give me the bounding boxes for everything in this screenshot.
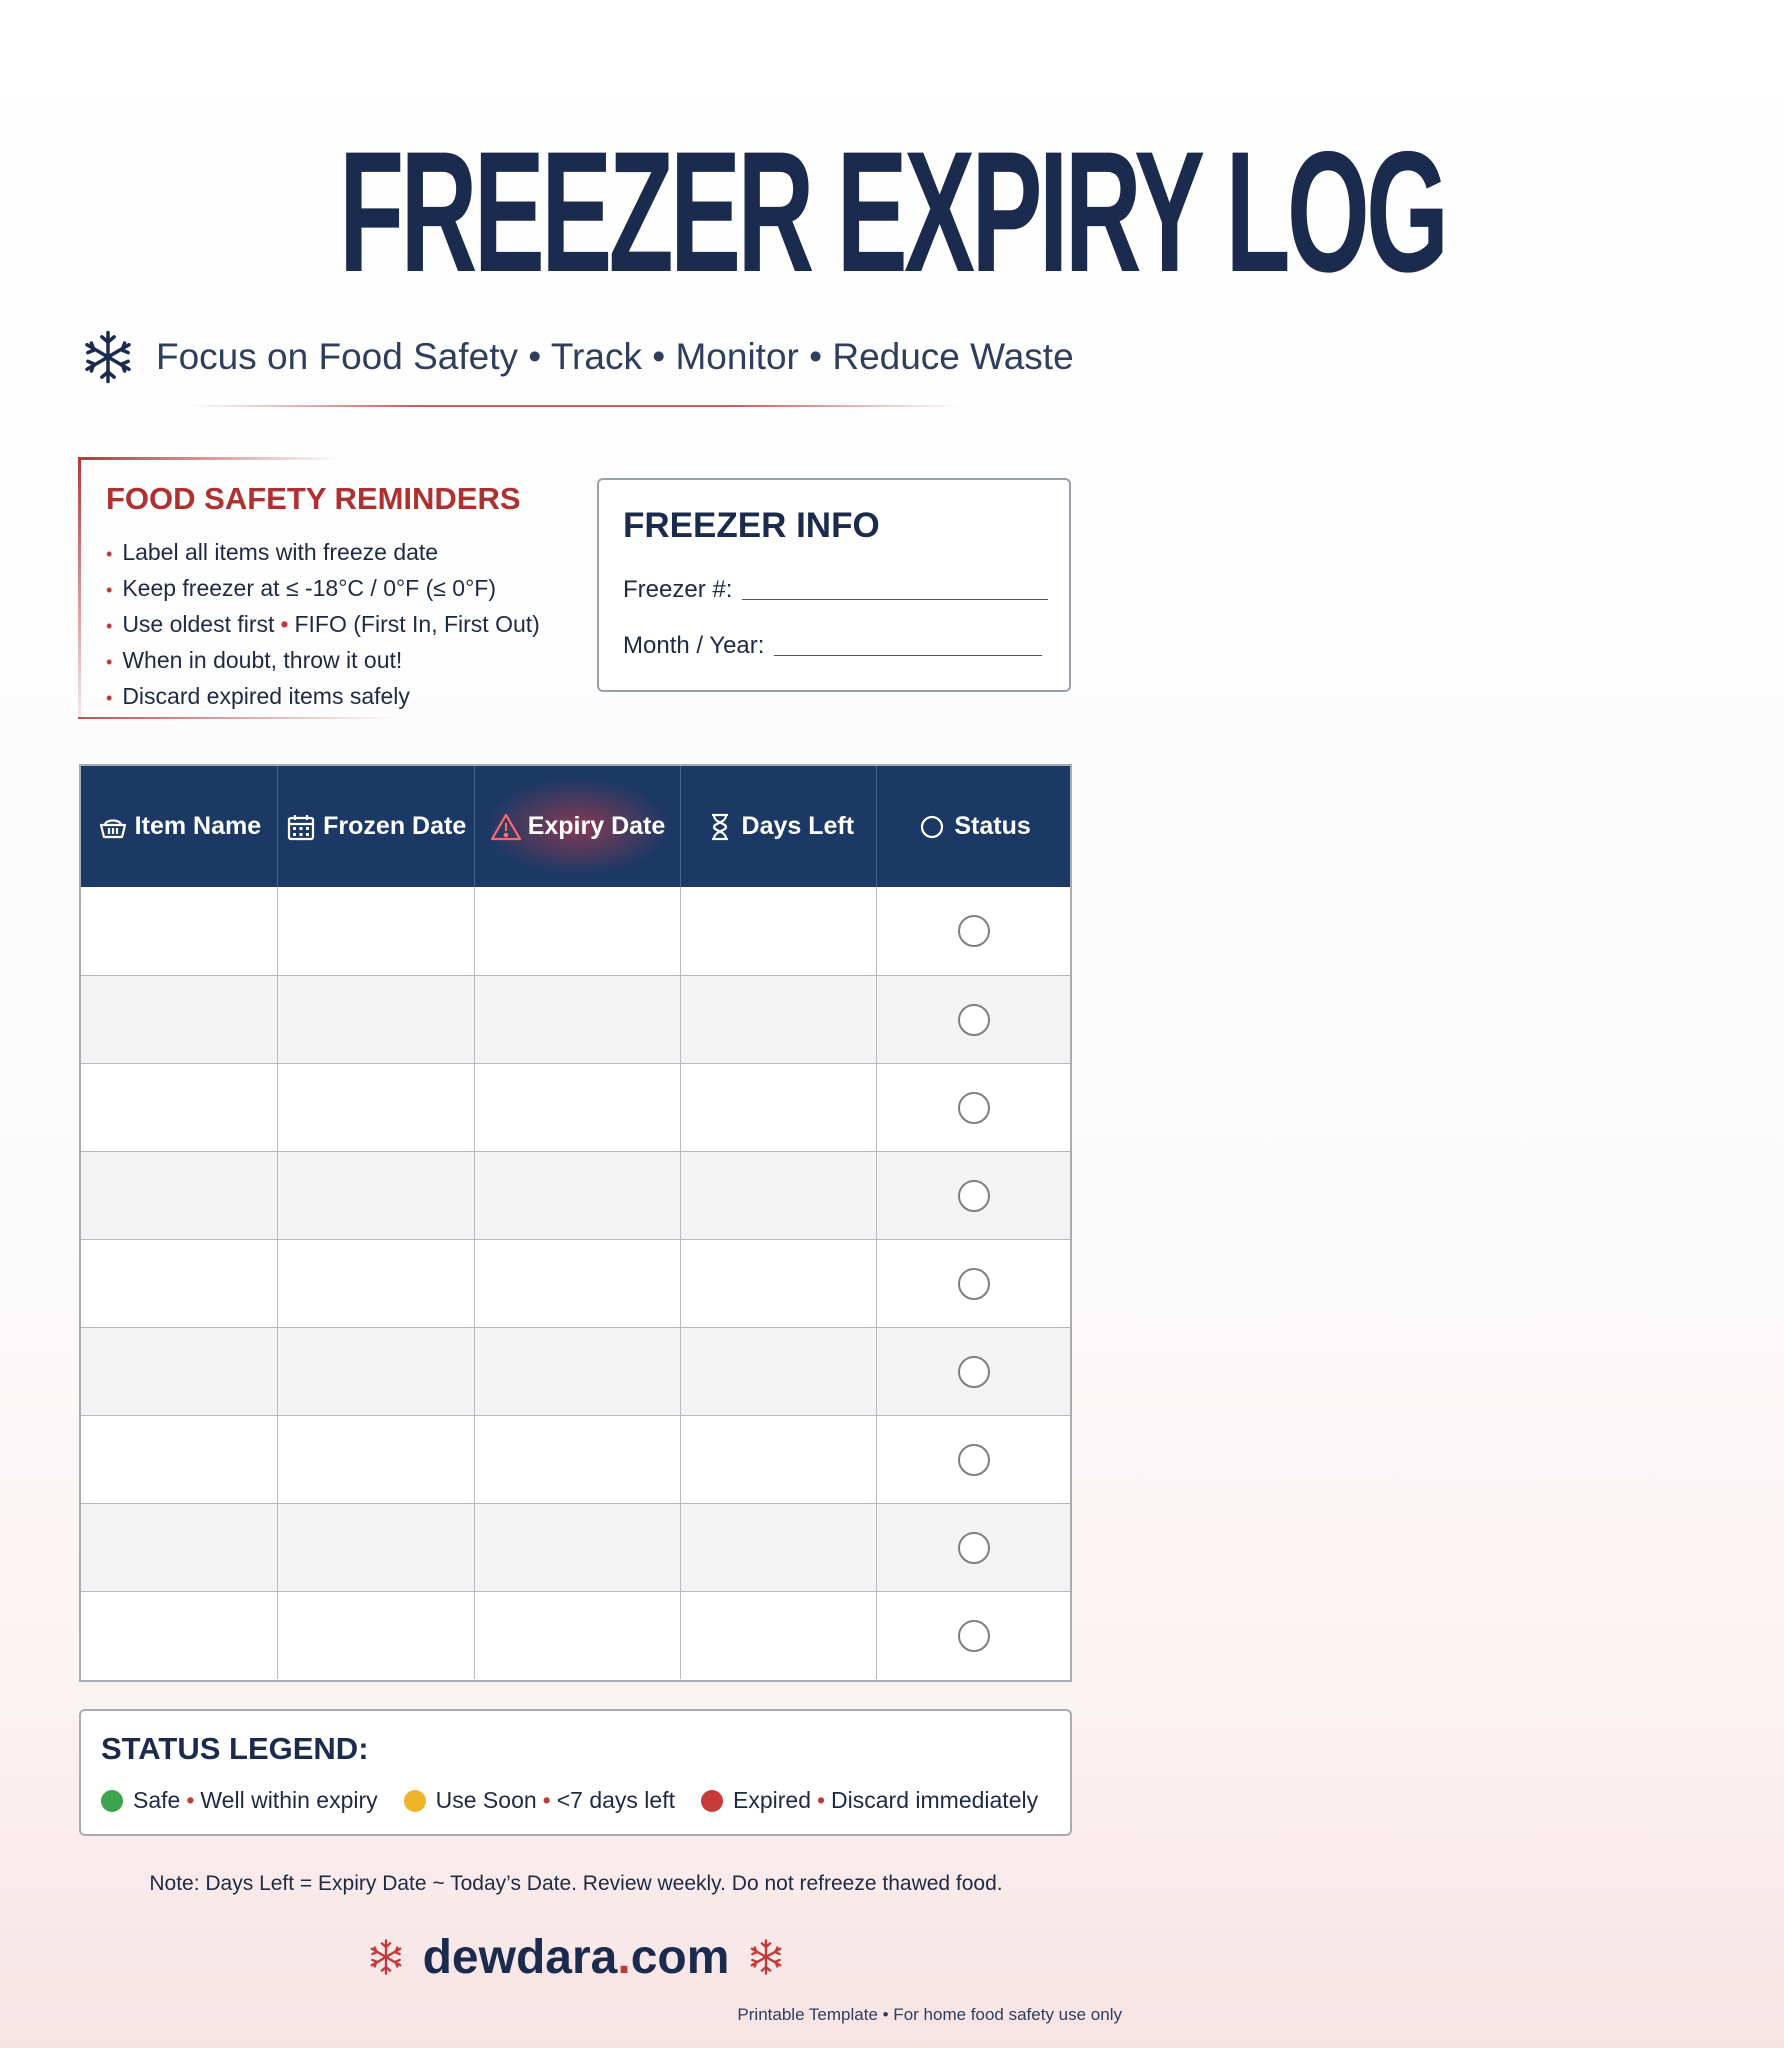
table-row [81,1503,1070,1591]
snowflake-icon [367,1938,405,1976]
days-left-cell[interactable] [681,976,877,1063]
status-checkbox[interactable] [958,915,990,947]
item-name-cell[interactable] [81,1416,278,1503]
status-checkbox[interactable] [958,1532,990,1564]
brand-row [0,1922,1152,1992]
month-year-label: Month / Year: [623,632,765,659]
brand-link[interactable]: dewdara.com [422,1930,730,1984]
table-row [81,1151,1070,1239]
item-name-cell[interactable] [81,887,278,975]
list-item: • Label all items with freeze date [106,539,439,565]
page-title: FREEZER EXPIRY LOG [339,116,1446,308]
table-row [81,1327,1070,1415]
month-year-field[interactable] [774,655,1042,656]
freezer-info-title: FREEZER INFO [623,506,880,545]
column-header-days-left: Days Left [681,766,877,887]
frozen-date-cell[interactable] [278,1328,475,1415]
status-cell [877,1328,1070,1415]
subtitle-row [80,322,1080,392]
status-checkbox[interactable] [958,1004,990,1036]
legend-item-safe: Safe • Well within expiry [101,1787,378,1814]
status-checkbox[interactable] [958,1444,990,1476]
status-cell [877,1064,1070,1151]
status-cell [877,1240,1070,1327]
list-item: • When in doubt, throw it out! [106,647,403,673]
green-dot-icon [101,1790,123,1812]
expiry-date-cell[interactable] [475,1504,682,1591]
expiry-date-cell[interactable] [475,1152,682,1239]
days-left-cell[interactable] [681,1592,877,1679]
expiry-date-cell[interactable] [475,1328,682,1415]
frozen-date-cell[interactable] [278,1064,475,1151]
days-left-cell[interactable] [681,1328,877,1415]
snowflake-icon [80,329,136,385]
legend-item-expired: Expired • Discard immediately [701,1787,1038,1814]
item-name-cell[interactable] [81,1152,278,1239]
month-year-row [623,632,1042,660]
expiry-date-cell[interactable] [475,976,682,1063]
expiry-date-cell[interactable] [475,1064,682,1151]
status-cell [877,976,1070,1063]
expiry-date-cell[interactable] [475,1416,682,1503]
subtitle: Focus on Food Safety • Track • Monitor • Reduce Waste [156,336,1074,377]
legend-row [101,1787,1064,1814]
freezer-info-box [597,478,1071,692]
table-row [81,1063,1070,1151]
status-legend [79,1709,1072,1836]
food-safety-reminders [78,457,578,719]
status-cell [877,1592,1070,1679]
status-cell [877,1504,1070,1591]
status-checkbox[interactable] [958,1620,990,1652]
item-name-cell[interactable] [81,1064,278,1151]
column-header-item-name: Item Name [81,766,278,887]
circle-icon [916,811,954,843]
legend-title: STATUS LEGEND: [101,1731,369,1766]
table-row [81,1239,1070,1327]
column-header-status: Status [877,766,1070,887]
footer-text: Printable Template • For home food safety use only [737,2005,1122,2024]
item-name-cell[interactable] [81,1592,278,1679]
freezer-number-label: Freezer #: [623,576,733,603]
column-header-frozen-date: Frozen Date [278,766,475,887]
status-checkbox[interactable] [958,1180,990,1212]
days-left-cell[interactable] [681,887,877,975]
days-left-cell[interactable] [681,1240,877,1327]
item-name-cell[interactable] [81,1504,278,1591]
divider [190,405,960,407]
item-name-cell[interactable] [81,976,278,1063]
table-row [81,1415,1070,1503]
status-cell [877,887,1070,975]
frozen-date-cell[interactable] [278,1152,475,1239]
status-checkbox[interactable] [958,1092,990,1124]
list-item: • Discard expired items safely [106,683,410,709]
status-cell [877,1152,1070,1239]
days-left-cell[interactable] [681,1064,877,1151]
basket-icon [97,811,135,843]
table-row [81,887,1070,975]
frozen-date-cell[interactable] [278,1504,475,1591]
expiry-date-cell[interactable] [475,1592,682,1679]
table-row [81,1591,1070,1679]
item-name-cell[interactable] [81,1328,278,1415]
expiry-date-cell[interactable] [475,1240,682,1327]
status-checkbox[interactable] [958,1268,990,1300]
frozen-date-cell[interactable] [278,1416,475,1503]
table-row [81,975,1070,1063]
hourglass-icon [704,811,742,843]
list-item: • Keep freezer at ≤ -18°C / 0°F (≤ 0°F) [106,575,496,601]
status-cell [877,1416,1070,1503]
item-name-cell[interactable] [81,1240,278,1327]
list-item: • Use oldest first • FIFO (First In, First Out) [106,611,540,637]
frozen-date-cell[interactable] [278,976,475,1063]
yellow-dot-icon [404,1790,426,1812]
warning-icon [490,811,528,843]
red-dot-icon [701,1790,723,1812]
days-left-cell[interactable] [681,1152,877,1239]
days-left-cell[interactable] [681,1504,877,1591]
reminder-list [106,535,540,715]
expiry-log-table [79,764,1072,1682]
reminders-title: FOOD SAFETY REMINDERS [106,481,521,516]
column-header-expiry-date: Expiry Date [475,766,682,887]
calendar-icon [285,811,323,843]
frozen-date-cell[interactable] [278,887,475,975]
freezer-number-field[interactable] [742,599,1048,600]
legend-item-use-soon: Use Soon • <7 days left [404,1787,675,1814]
status-checkbox[interactable] [958,1356,990,1388]
note: Note: Days Left = Expiry Date ~ Today’s Date. Review weekly. Do not refreeze thawed food. [149,1872,1003,1895]
frozen-date-cell[interactable] [278,1240,475,1327]
table-header [81,766,1070,887]
snowflake-icon [747,1938,785,1976]
expiry-date-cell[interactable] [475,887,682,975]
table-body [81,887,1070,1679]
days-left-cell[interactable] [681,1416,877,1503]
freezer-number-row [623,576,1048,604]
frozen-date-cell[interactable] [278,1592,475,1679]
